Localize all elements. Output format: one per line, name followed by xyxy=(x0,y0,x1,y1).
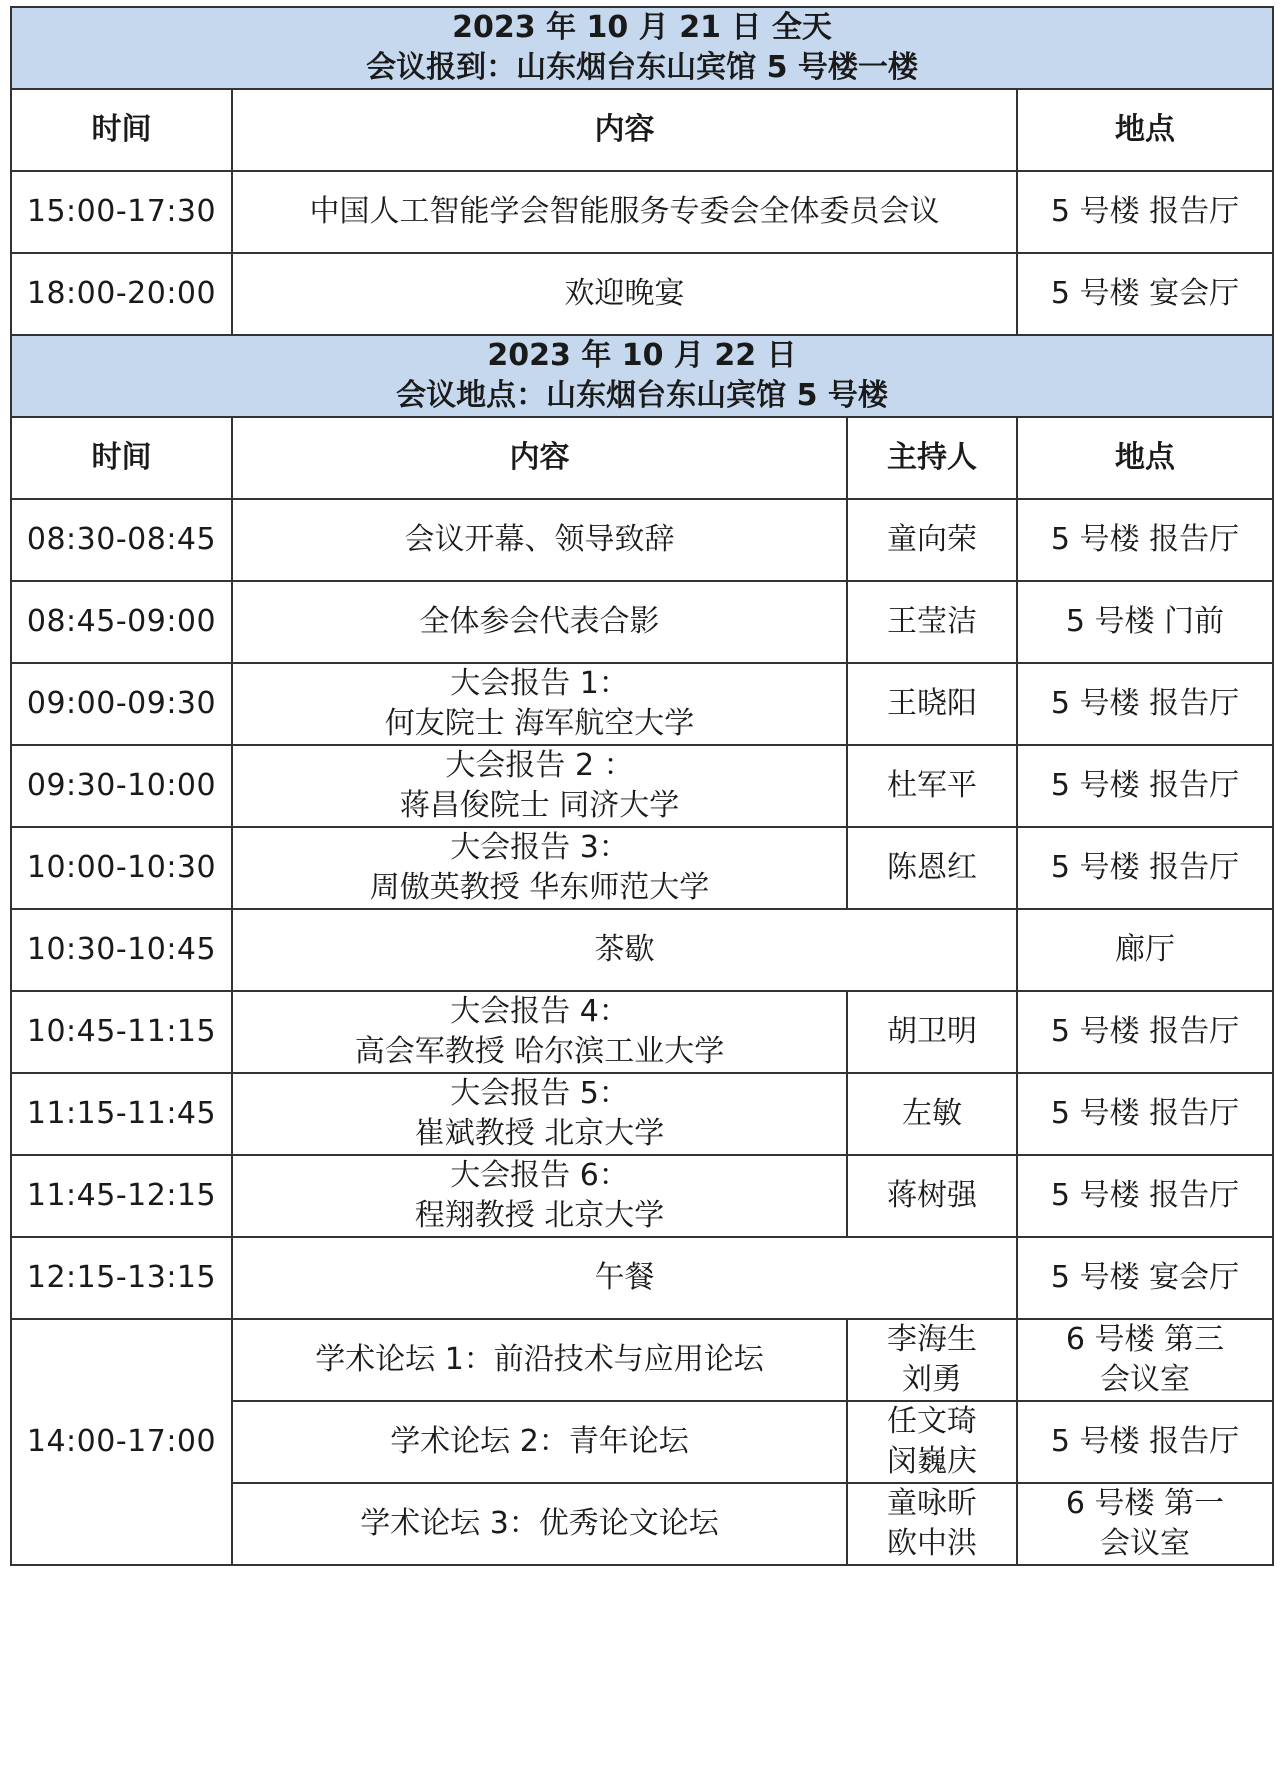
row-content xyxy=(232,827,847,909)
row-time: 09:30-10:00 xyxy=(11,745,232,827)
header-location: 地点 xyxy=(1017,417,1273,499)
row-time: 08:45-09:00 xyxy=(11,581,232,663)
table-row xyxy=(11,663,1273,745)
forum-host xyxy=(847,1483,1017,1565)
header-time: 时间 xyxy=(11,89,232,171)
row-content xyxy=(232,663,847,745)
forum-host-name: 欧中洪 xyxy=(887,1526,977,1561)
forum-location-line: 6 号楼 第三 xyxy=(1065,1322,1225,1357)
table-row xyxy=(11,745,1273,827)
forum-location-line: 6 号楼 第一 xyxy=(1065,1486,1225,1521)
report-speaker: 高会军教授 哈尔滨工业大学 xyxy=(354,1034,725,1069)
row-location: 5 号楼 报告厅 xyxy=(1017,827,1273,909)
row-host: 杜军平 xyxy=(847,745,1017,827)
header-host: 主持人 xyxy=(847,417,1017,499)
table-row xyxy=(11,909,1273,991)
forum-row xyxy=(11,1319,1273,1401)
header-content: 内容 xyxy=(232,417,847,499)
forum-host-name: 刘勇 xyxy=(902,1362,962,1397)
row-time: 10:00-10:30 xyxy=(11,827,232,909)
forum-host xyxy=(847,1319,1017,1401)
row-time: 11:45-12:15 xyxy=(11,1155,232,1237)
table-row xyxy=(11,1073,1273,1155)
row-location: 5 号楼 报告厅 xyxy=(1017,171,1273,253)
day1-column-header-row xyxy=(11,89,1273,171)
forum-host-name: 任文琦 xyxy=(887,1404,977,1439)
header-content: 内容 xyxy=(232,89,1017,171)
day1-header xyxy=(11,7,1273,89)
table-row xyxy=(11,827,1273,909)
table-row xyxy=(11,499,1273,581)
table-row xyxy=(11,1155,1273,1237)
row-location: 5 号楼 报告厅 xyxy=(1017,1073,1273,1155)
forum-host-name: 闵巍庆 xyxy=(887,1444,977,1479)
forum-host xyxy=(847,1401,1017,1483)
row-location: 5 号楼 报告厅 xyxy=(1017,991,1273,1073)
day2-header-row xyxy=(11,335,1273,417)
row-time: 12:15-13:15 xyxy=(11,1237,232,1319)
forum-host-name: 李海生 xyxy=(887,1322,977,1357)
forum-content: 学术论坛 1：前沿技术与应用论坛 xyxy=(232,1319,847,1401)
table-row xyxy=(11,991,1273,1073)
report-speaker: 周傲英教授 华东师范大学 xyxy=(369,870,710,905)
forum-location xyxy=(1017,1483,1273,1565)
row-time: 09:00-09:30 xyxy=(11,663,232,745)
day1-header-row xyxy=(11,7,1273,89)
forum-location: 5 号楼 报告厅 xyxy=(1017,1401,1273,1483)
row-time: 10:30-10:45 xyxy=(11,909,232,991)
row-host: 童向荣 xyxy=(847,499,1017,581)
forum-time: 14:00-17:00 xyxy=(11,1319,232,1565)
forum-content: 学术论坛 3：优秀论文论坛 xyxy=(232,1483,847,1565)
header-location: 地点 xyxy=(1017,89,1273,171)
row-location: 5 号楼 报告厅 xyxy=(1017,745,1273,827)
row-time: 15:00-17:30 xyxy=(11,171,232,253)
report-speaker: 何友院士 海军航空大学 xyxy=(384,706,695,741)
day2-header xyxy=(11,335,1273,417)
report-title: 大会报告 4： xyxy=(450,994,629,1029)
day1-date: 2023 年 10 月 21 日 全天 xyxy=(452,10,832,45)
row-location: 5 号楼 报告厅 xyxy=(1017,499,1273,581)
table-row xyxy=(11,1237,1273,1319)
row-location: 5 号楼 报告厅 xyxy=(1017,663,1273,745)
row-location: 廊厅 xyxy=(1017,909,1273,991)
row-content xyxy=(232,991,847,1073)
report-title: 大会报告 3： xyxy=(450,830,629,865)
row-content: 午餐 xyxy=(232,1237,1017,1319)
day1-venue: 会议报到：山东烟台东山宾馆 5 号楼一楼 xyxy=(366,50,918,85)
report-speaker: 蒋昌俊院士 同济大学 xyxy=(399,788,680,823)
report-title: 大会报告 2 ： xyxy=(445,748,634,783)
forum-location-line: 会议室 xyxy=(1100,1362,1190,1397)
row-host: 蒋树强 xyxy=(847,1155,1017,1237)
day2-venue: 会议地点：山东烟台东山宾馆 5 号楼 xyxy=(396,378,888,413)
report-title: 大会报告 1： xyxy=(450,666,629,701)
row-host: 陈恩红 xyxy=(847,827,1017,909)
row-content: 欢迎晚宴 xyxy=(232,253,1017,335)
row-time: 11:15-11:45 xyxy=(11,1073,232,1155)
day2-column-header-row xyxy=(11,417,1273,499)
row-location: 5 号楼 门前 xyxy=(1017,581,1273,663)
report-title: 大会报告 6： xyxy=(450,1158,629,1193)
header-time: 时间 xyxy=(11,417,232,499)
row-content xyxy=(232,1155,847,1237)
conference-schedule-table xyxy=(10,6,1274,1566)
row-host: 胡卫明 xyxy=(847,991,1017,1073)
forum-host-name: 童咏昕 xyxy=(887,1486,977,1521)
forum-location xyxy=(1017,1319,1273,1401)
row-content xyxy=(232,745,847,827)
row-content: 茶歇 xyxy=(232,909,1017,991)
row-host: 王晓阳 xyxy=(847,663,1017,745)
row-location: 5 号楼 宴会厅 xyxy=(1017,1237,1273,1319)
table-row xyxy=(11,171,1273,253)
row-content: 中国人工智能学会智能服务专委会全体委员会议 xyxy=(232,171,1017,253)
schedule-page xyxy=(10,6,1272,1566)
forum-content: 学术论坛 2：青年论坛 xyxy=(232,1401,847,1483)
row-location: 5 号楼 宴会厅 xyxy=(1017,253,1273,335)
row-time: 18:00-20:00 xyxy=(11,253,232,335)
forum-location-line: 会议室 xyxy=(1100,1526,1190,1561)
row-host: 左敏 xyxy=(847,1073,1017,1155)
row-host: 王莹洁 xyxy=(847,581,1017,663)
row-location: 5 号楼 报告厅 xyxy=(1017,1155,1273,1237)
row-time: 10:45-11:15 xyxy=(11,991,232,1073)
row-content xyxy=(232,1073,847,1155)
row-content: 全体参会代表合影 xyxy=(232,581,847,663)
report-speaker: 崔斌教授 北京大学 xyxy=(414,1116,665,1151)
row-content: 会议开幕、领导致辞 xyxy=(232,499,847,581)
table-row xyxy=(11,581,1273,663)
table-row xyxy=(11,253,1273,335)
row-time: 08:30-08:45 xyxy=(11,499,232,581)
report-title: 大会报告 5： xyxy=(450,1076,629,1111)
report-speaker: 程翔教授 北京大学 xyxy=(414,1198,665,1233)
day2-date: 2023 年 10 月 22 日 xyxy=(487,338,797,373)
